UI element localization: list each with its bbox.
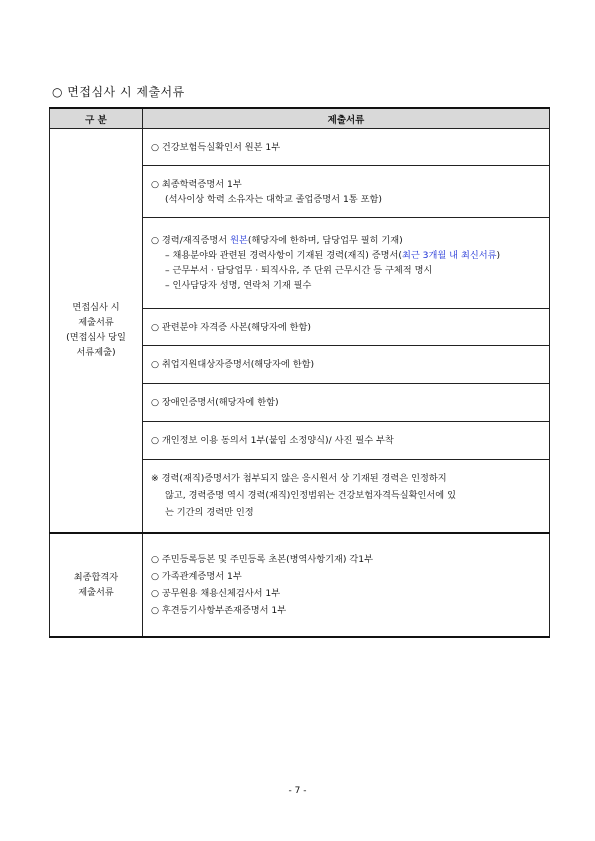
- table-row: [50, 129, 550, 166]
- documents-table: [49, 107, 550, 638]
- table-row: [50, 533, 550, 637]
- education-cert-item: ○ 최종학력증명서 1부 (석사이상 학력 소유자는 대학교 졸업증명서 1통 포함): [143, 166, 550, 218]
- category-line: 제출서류: [78, 586, 114, 598]
- header-documents: 제출서류: [143, 108, 550, 129]
- category-line: 서류제출): [76, 347, 116, 359]
- list-item: ○ 주민등록등본 및 주민등록 초본(병역사항기재) 각1부: [151, 553, 374, 565]
- final-docs-cell: [143, 533, 550, 637]
- privacy-consent-item: ○ 개인정보 이용 동의서 1부(붙임 소정양식)/ 사진 필수 부착: [143, 422, 550, 460]
- header-category: 구 분: [50, 108, 143, 129]
- list-item: ○ 공무원용 채용신체검사서 1부: [151, 587, 281, 599]
- interview-category-cell: [50, 129, 143, 533]
- employment-support-item: ○ 취업지원대상자증명서(해당자에 한함): [143, 346, 550, 384]
- list-item: ○ 후견등기사항부존재증명서 1부: [151, 604, 287, 616]
- table-header-row: [50, 108, 550, 129]
- category-line: 면접심사 시: [72, 302, 120, 314]
- category-line: 제출서류: [78, 317, 114, 329]
- original-highlight: 원본: [230, 235, 248, 246]
- page-number: - 7 -: [288, 786, 307, 796]
- final-category-cell: [50, 533, 143, 637]
- category-line: (면접심사 당일: [66, 332, 126, 344]
- section-title: ○ 면접심사 시 제출서류: [52, 85, 185, 99]
- health-insurance-item: ○ 건강보험득실확인서 원본 1부: [143, 129, 550, 166]
- disability-cert-item: ○ 장애인증명서(해당자에 한함): [143, 384, 550, 422]
- career-note-item: ※ 경력(재직)증명서가 첨부되지 않은 응시원서 상 기재된 경력은 인정하지 않고, 경력증명 역시 경력(재직)인정범위는 건강보험자격득실확인서에 있 는 기간의 경력만 인정: [143, 460, 550, 533]
- list-item: ○ 가족관계증명서 1부: [151, 570, 242, 582]
- recent-doc-highlight: 최근 3개월 내 최신서류: [402, 250, 497, 261]
- career-cert-item: ○ 경력/재직증명서 원본(해당자에 한하며, 담당업무 필히 기재) – 채용분야와 관련된 경력사항이 기재된 경력(재직) 증명서(최근 3개월 내 최신서류) – 근무부서 · 담당업무 · 퇴직사유, 주 단위 근무시간 등 구체적 명시 – 인사담당자 성명, 연락처 기재 필수: [143, 218, 550, 309]
- category-line: 최종합격자: [73, 571, 119, 583]
- license-copy-item: ○ 관련분야 자격증 사본(해당자에 한함): [143, 309, 550, 346]
